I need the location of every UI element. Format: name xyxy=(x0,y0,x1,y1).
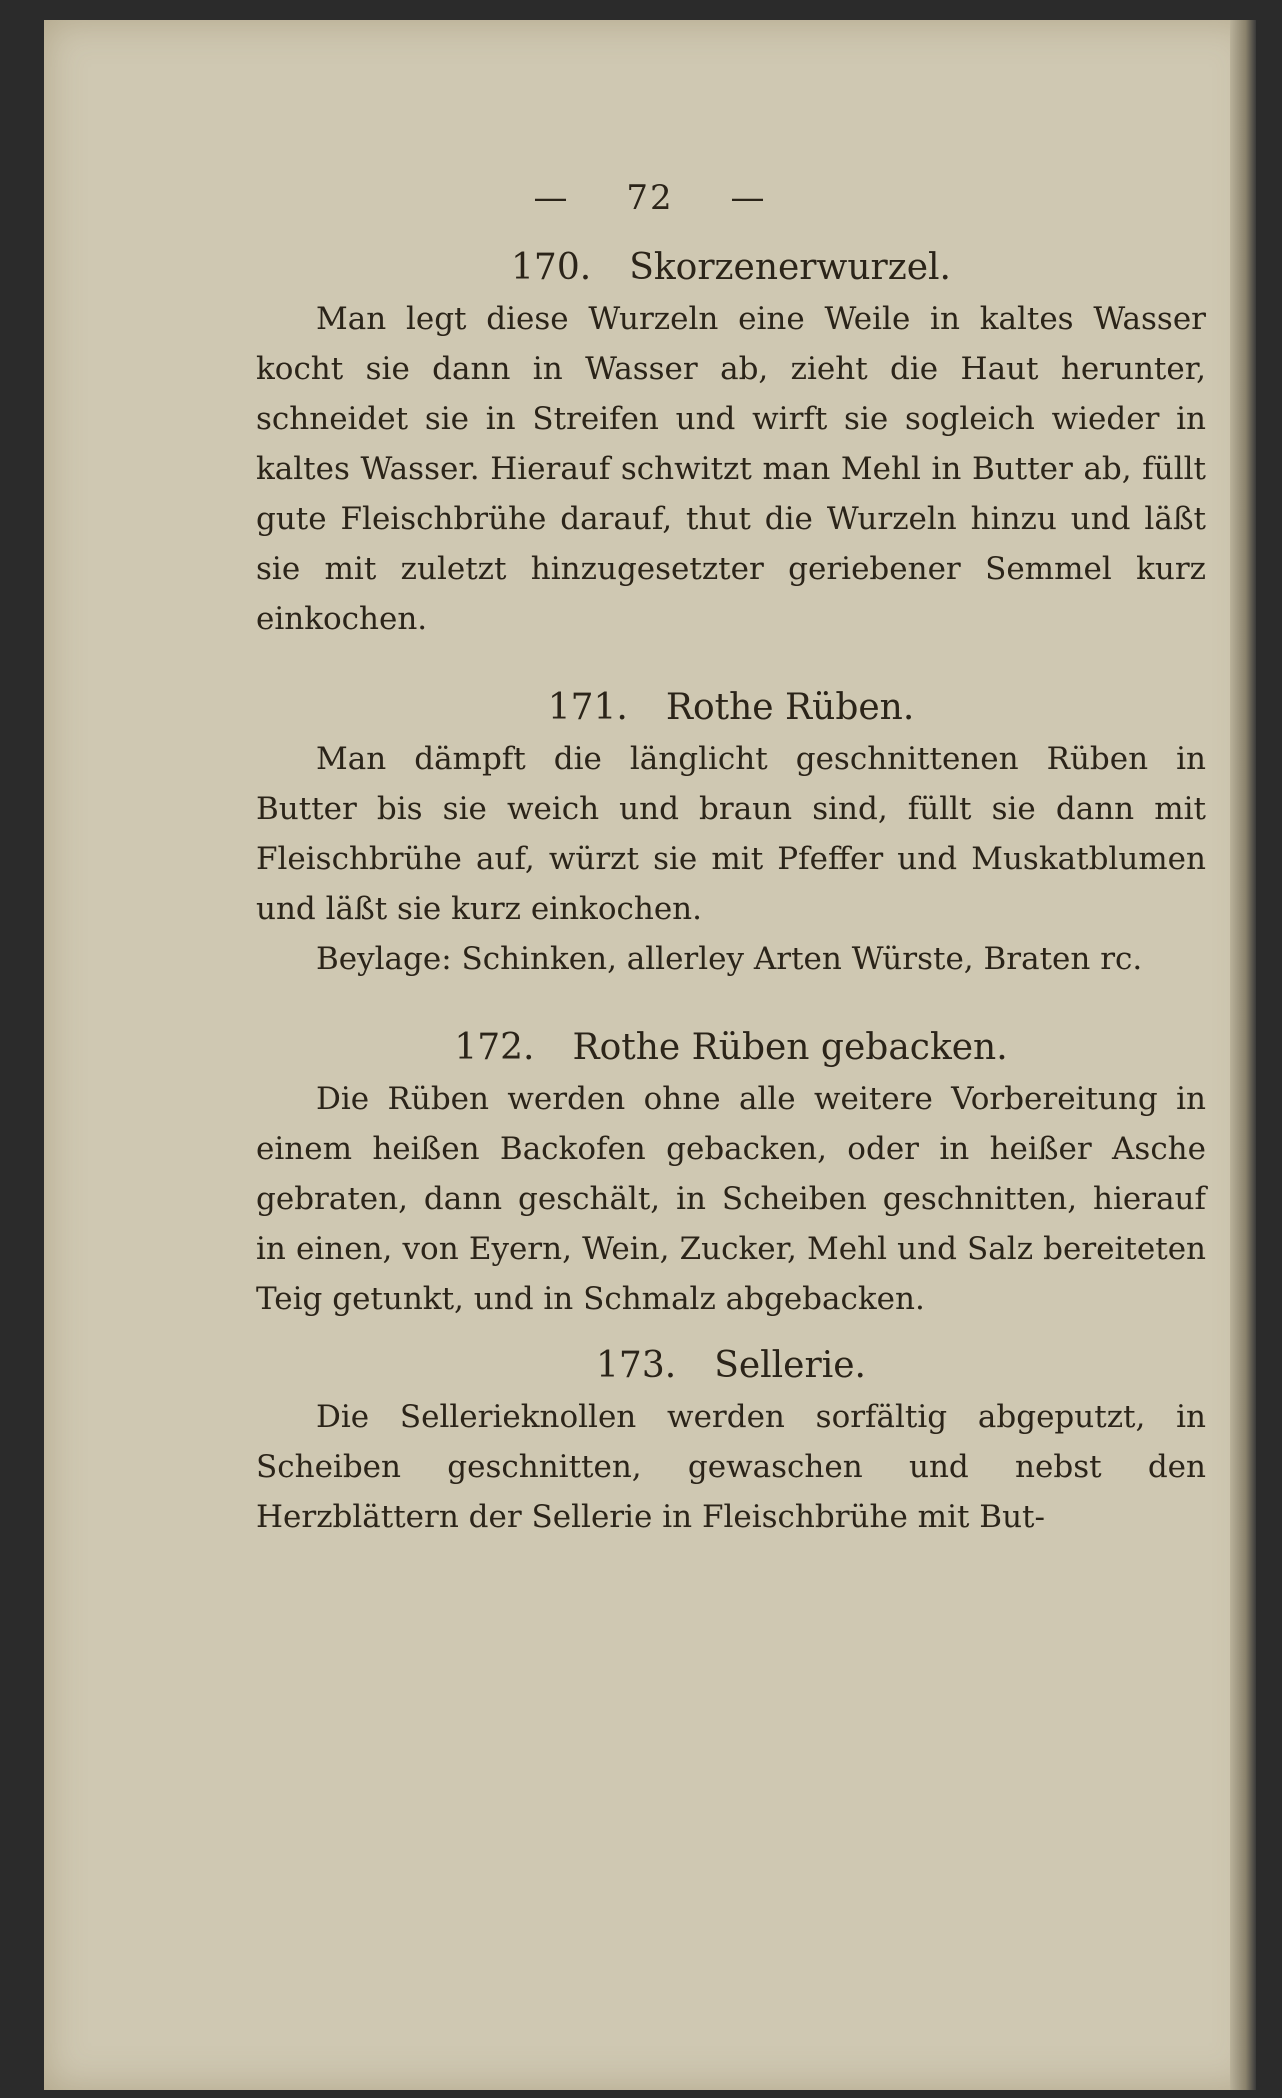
header-dash-left: — xyxy=(533,178,570,218)
recipe-number: 171. xyxy=(547,687,628,728)
page-header xyxy=(44,178,1256,218)
recipe-172 xyxy=(256,1022,1206,1324)
header-dash-right: — xyxy=(730,178,767,218)
book-page xyxy=(44,20,1256,2090)
recipe-number: 173. xyxy=(596,1345,677,1386)
recipe-title xyxy=(256,1340,1206,1392)
recipe-title xyxy=(256,242,1206,294)
page-content xyxy=(256,242,1206,1542)
recipe-title xyxy=(256,1022,1206,1074)
recipe-paragraph: Man legt diese Wurzeln eine Weile in kaltes Wasser kocht sie dann in Wasser ab, zieht die Haut herunter, schneidet sie in Streifen und wirft sie sogleich wieder in kaltes Wasser. Hierauf schwitzt man Mehl in Butter ab, füllt gute Fleischbrühe darauf, thut die Wurzeln hinzu und läßt sie mit zuletzt hinzugesetzter geriebener Semmel kurz einkochen. xyxy=(256,301,1206,637)
recipe-name: Rothe Rüben gebacken. xyxy=(572,1027,1008,1068)
recipe-paragraph: Die Sellerieknollen werden sorfältig abgeputzt, in Scheiben geschnitten, gewaschen und nebst den Herzblättern der Sellerie in Fleischbrühe mit But- xyxy=(256,1399,1206,1535)
recipe-number: 170. xyxy=(511,247,592,288)
recipe-note: Beylage: Schinken, allerley Arten Würste, Braten rc. xyxy=(316,941,1143,977)
recipe-name: Sellerie. xyxy=(714,1345,866,1386)
recipe-name: Skorzenerwurzel. xyxy=(629,247,951,288)
recipe-name: Rothe Rüben. xyxy=(665,687,915,728)
recipe-number: 172. xyxy=(454,1027,535,1068)
recipe-173 xyxy=(256,1340,1206,1542)
recipe-171 xyxy=(256,682,1206,984)
book-spine xyxy=(1230,20,1256,2090)
recipe-title xyxy=(256,682,1206,734)
recipe-paragraph: Man dämpft die länglicht geschnittenen Rüben in Butter bis sie weich und braun sind, füllt sie dann mit Fleischbrühe auf, würzt sie mit Pfeffer und Muskatblumen und läßt sie kurz einkochen. xyxy=(256,741,1206,927)
recipe-170 xyxy=(256,242,1206,644)
page-number: 72 xyxy=(626,178,674,218)
recipe-paragraph: Die Rüben werden ohne alle weitere Vorbereitung in einem heißen Backofen gebacken, oder in heißer Asche gebraten, dann geschält, in Scheiben geschnitten, hierauf in einen, von Eyern, Wein, Zucker, Mehl und Salz bereiteten Teig getunkt, und in Schmalz abgebacken. xyxy=(256,1081,1206,1317)
